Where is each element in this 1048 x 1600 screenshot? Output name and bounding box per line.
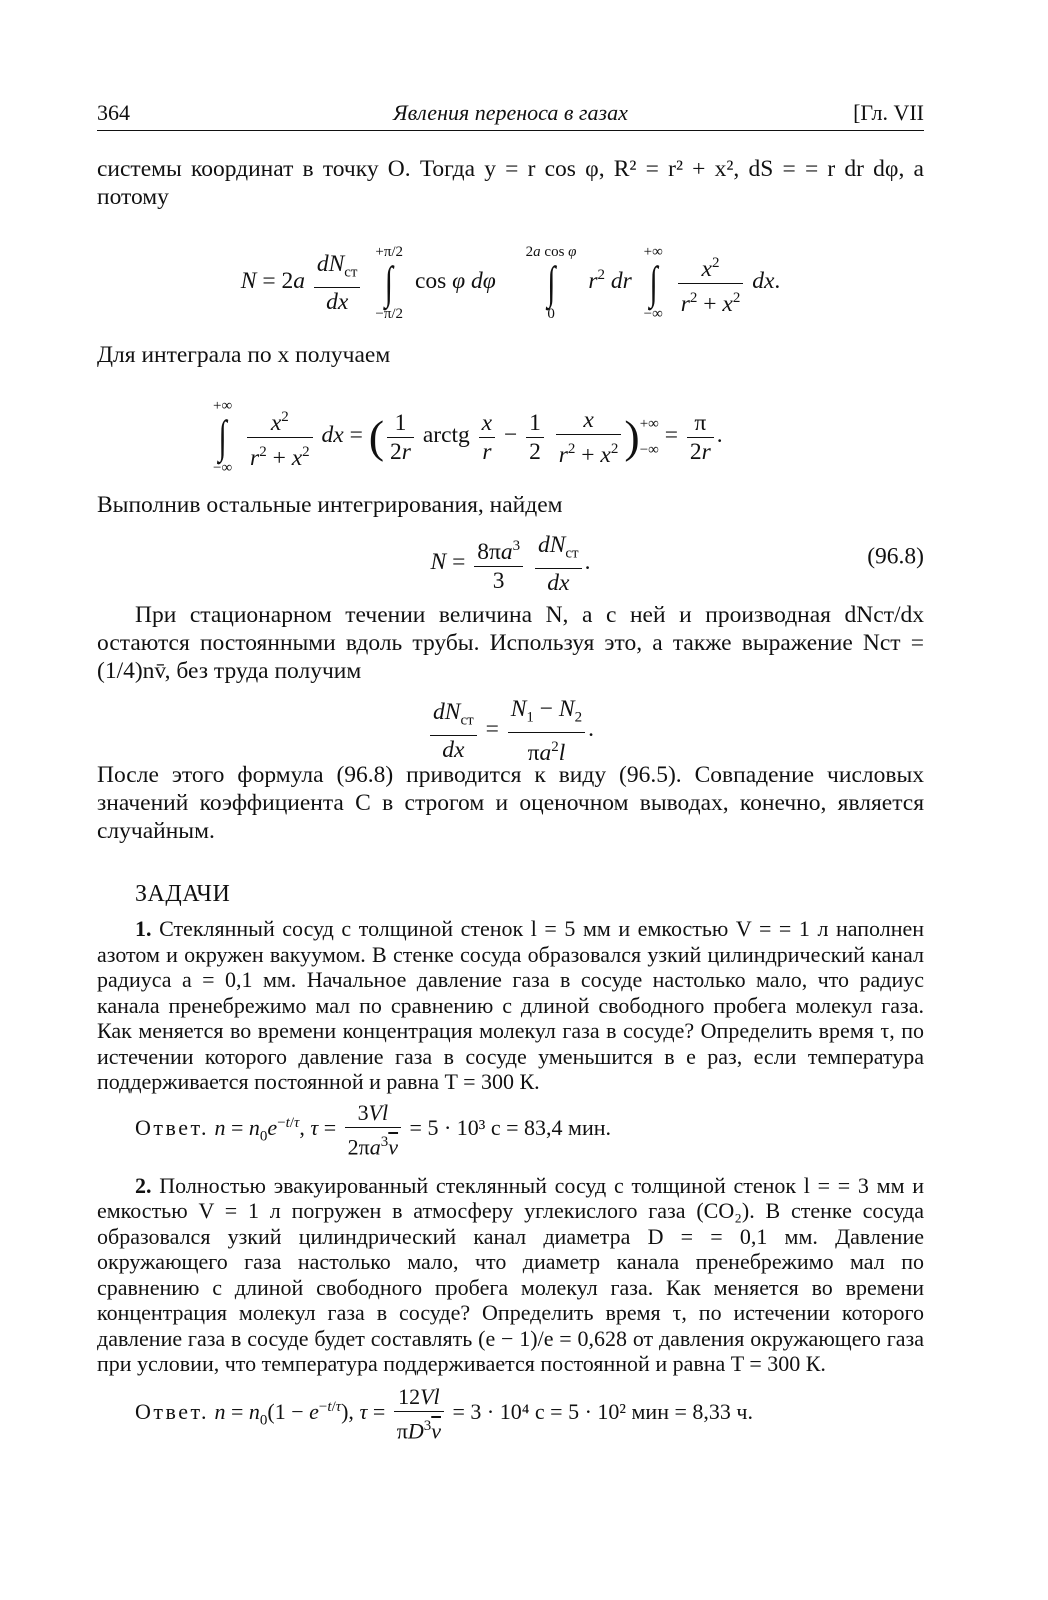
answer-label: Ответ. xyxy=(135,1114,209,1140)
paragraph-stationary: При стационарном течении величина N, а с ней и производная dNст/dx остаются постоянными вдоль трубы. Используя это, а также выражение Nст = (1/4)nv̄, без труда получим xyxy=(97,602,924,684)
answer-value: = 3 · 10⁴ с = 5 · 10² мин = 8,33 ч. xyxy=(452,1399,753,1425)
problem-1 xyxy=(97,916,924,1095)
answer-value: = 5 · 10³ с = 83,4 мин. xyxy=(409,1114,612,1140)
section-title: ЗАДАЧИ xyxy=(135,881,231,907)
equation-triple-integral: N = 2a $dN_{ст}$ dx +π/2 ∫ −π/2 cos φ dφ 2a cos φ ∫ 0 $r^2$ dr +∞ ∫ −∞ $\frac{x^2}{r^2 + x^2}$ dx. xyxy=(240,244,781,322)
paragraph-integral-x: Для интеграла по x получаем xyxy=(97,342,391,368)
page-number: 364 xyxy=(97,100,130,125)
answer-1: Ответ. $n = n_0e^{-t/\tau}$, τ = $\frac{3Vl}{2\pi a^3\overline{v}}$ = 5 · 10³ с = 83,4 мин. xyxy=(135,1099,612,1159)
chapter-label: [Гл. VII xyxy=(853,100,924,125)
answer-2: Ответ. $n = n_0(1 - e^{-t/\tau})$, τ = $\frac{12Vl}{\pi D^3\overline{v}}$ = 3 · 10⁴ с = 5 · 10² мин = 8,33 ч. xyxy=(135,1383,753,1444)
running-title: Явления переноса в газах xyxy=(393,100,628,125)
paragraph-remaining: Выполнив остальные интегрирования, найдем xyxy=(97,492,563,518)
problem-2 xyxy=(97,1173,924,1377)
page-header xyxy=(97,96,924,131)
problem-number: 2. xyxy=(135,1172,152,1198)
book-page xyxy=(97,96,924,1445)
paragraph-conclusion: После этого формула (96.8) приводится к виду (96.5). Совпадение числовых значений коэффициента C в строгом и оценочном выводах, конечно, является случайным. xyxy=(97,762,924,844)
problem-number: 1. xyxy=(135,916,152,941)
equation-96-8: N = $\frac{8\pi a^3}{3}$ $dN_{ст}$ dx . (96.8) xyxy=(430,532,924,596)
equation-number: (96.8) xyxy=(867,543,924,570)
paragraph-coordinates: системы координат в точку O. Тогда y = r cos φ, R² = r² + x², dS = = r dr dφ, а потому xyxy=(97,156,924,210)
equation-integral-x: +∞ ∫ −∞ $\frac{x^2}{r^2 + x^2}$ dx = ( $\frac{1}{2r}$ arctg $\frac{x}{r}$ − $\frac{1}{2}$ $\frac{x}{r^2 + x^2}$ )+∞ −∞ = $\frac{\pi}{2r}$ . xyxy=(213,398,723,476)
answer-label: Ответ. xyxy=(135,1399,209,1425)
equation-derivative: $dN_{ст}$ dx = $\frac{N_1 - N_2}{\pi a^2l}$ . xyxy=(97,689,924,755)
problem-text: Полностью эвакуированный стеклянный сосуд с толщиной стенок l = = 3 мм и емкостью V = 1 л погружен в атмосферу углекислого газа (CO₂). В стенке сосуда образовался узкий цилиндрический канал диаметра D = = 0,1 мм. Давление окружающего газа настолько мало, что диаметр канала пренебрежимо мал по сравнению с длиной свободного пробега молекул газа. Как меняется во времени концентрация молекул газа в сосуде? Определить время τ, по истечении которого давление газа в сосуде будет составлять (e − 1)/e = 0,628 от давления окружающего газа при условии, что температура поддерживается постоянной и равна T = 300 К. xyxy=(97,1172,924,1377)
problem-text: Стеклянный сосуд с толщиной стенок l = 5 мм и емкостью V = = 1 л наполнен азотом и окружен вакуумом. В стенке сосуда образовался узкий цилиндрический канал радиуса a = 0,1 мм. Начальное давление газа в сосуде настолько мало, что радиус канала пренебрежимо мал по сравнению с длиной свободного пробега молекул газа. Как меняется во времени концентрация молекул газа в сосуде? Определить время τ, по истечении которого давление газа в сосуде уменьшится в e раз, если температура поддерживается постоянной и равна T = 300 К. xyxy=(97,916,925,1094)
